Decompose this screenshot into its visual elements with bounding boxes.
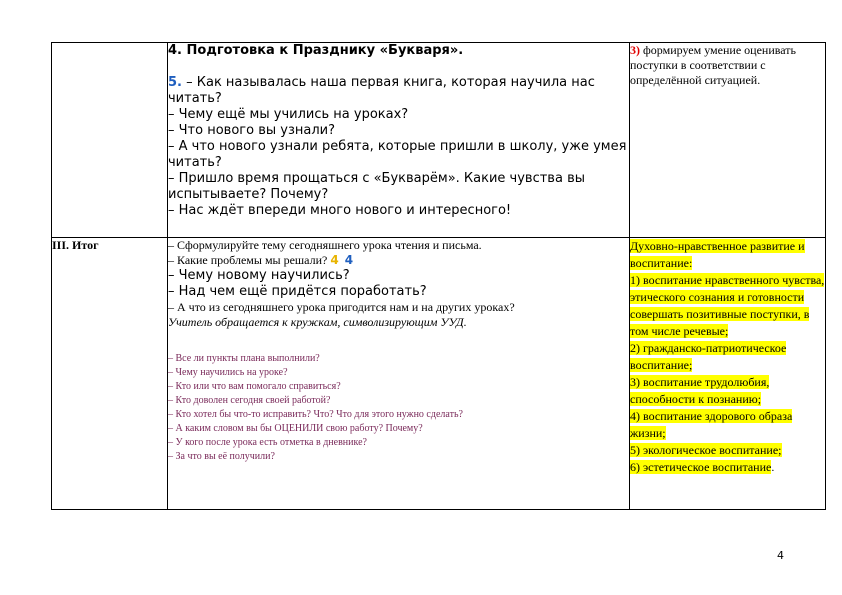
stage-title: III. Итог (52, 238, 99, 252)
table-row (52, 238, 826, 510)
reflection-item: – Кто или что вам помогало справиться? (168, 381, 341, 392)
reflection-item: – За что вы её получили? (168, 451, 275, 462)
reflection-item: – Кто хотел бы что-то исправить? Что? Что для этого нужно сделать? (168, 409, 463, 420)
activity-cell (168, 238, 630, 510)
teacher-note: Учитель обращается к кружкам, символизирующим УУД. (168, 315, 467, 329)
stage-cell (52, 238, 168, 510)
question-number: 5. (168, 75, 182, 90)
education-item: 5) экологическое воспитание; (630, 443, 782, 457)
education-heading: Духовно-нравственное развитие и воспитание: (630, 239, 805, 270)
lesson-table (51, 42, 826, 510)
reflection-item: – Чему научились на уроке? (168, 367, 288, 378)
education-item: 3) воспитание трудолюбия, способности к познанию; (630, 375, 770, 406)
education-cell (630, 238, 826, 510)
education-item: 2) гражданско-патриотическое воспитание; (630, 341, 787, 372)
summary-line: – А что из сегодняшнего урока пригодится нам и на других уроках? (168, 300, 515, 314)
education-item: 6) эстетическое воспитание (630, 460, 772, 474)
question-item: – Как называлась наша первая книга, которая научила нас читать? (168, 75, 595, 106)
education-item: 1) воспитание нравственного чувства, этического сознания и готовности совершать позитивные поступки, в том числе речевые; (630, 273, 825, 338)
reflection-item: – Все ли пункты плана выполнили? (168, 353, 320, 364)
outcome-number: 3) (630, 43, 640, 57)
mark-yellow: 4 (330, 253, 339, 267)
reflection-item: – Кто доволен сегодня своей работой? (168, 395, 331, 406)
question-item: – Что нового вы узнали? (168, 123, 335, 138)
reflection-item: – А каким словом вы бы ОЦЕНИЛИ свою работу? Почему? (168, 423, 423, 434)
section-heading: 4. Подготовка к Празднику «Букваря». (168, 43, 464, 58)
question-item: – А что нового узнали ребята, которые пришли в школу, уже умея читать? (168, 139, 627, 170)
summary-line: – Над чем ещё придётся поработать? (168, 284, 427, 299)
summary-line: – Сформулируйте тему сегодняшнего урока чтения и письма. (168, 238, 482, 252)
summary-line (168, 253, 629, 268)
summary-line: – Чему новому научились? (168, 268, 350, 283)
mark-blue: 4 (344, 253, 354, 267)
education-end: . (771, 460, 775, 474)
question-list (168, 75, 629, 107)
question-item: – Чему ещё мы учились на уроках? (168, 107, 409, 122)
outcome-text: формируем умение оценивать поступки в соответствии с определённой ситуацией. (630, 43, 796, 87)
page-number: 4 (777, 549, 784, 562)
activity-cell (168, 43, 630, 238)
stage-cell-empty (52, 43, 168, 238)
education-item: 4) воспитание здорового образа жизни; (630, 409, 793, 440)
outcome-cell (630, 43, 826, 238)
question-item: – Пришло время прощаться с «Букварём». Какие чувства вы испытываете? Почему? (168, 171, 585, 202)
summary-text: – Какие проблемы мы решали? (168, 253, 331, 267)
question-item: – Нас ждёт впереди много нового и интересного! (168, 203, 512, 218)
reflection-item: – У кого после урока есть отметка в дневнике? (168, 437, 367, 448)
table-row (52, 43, 826, 238)
